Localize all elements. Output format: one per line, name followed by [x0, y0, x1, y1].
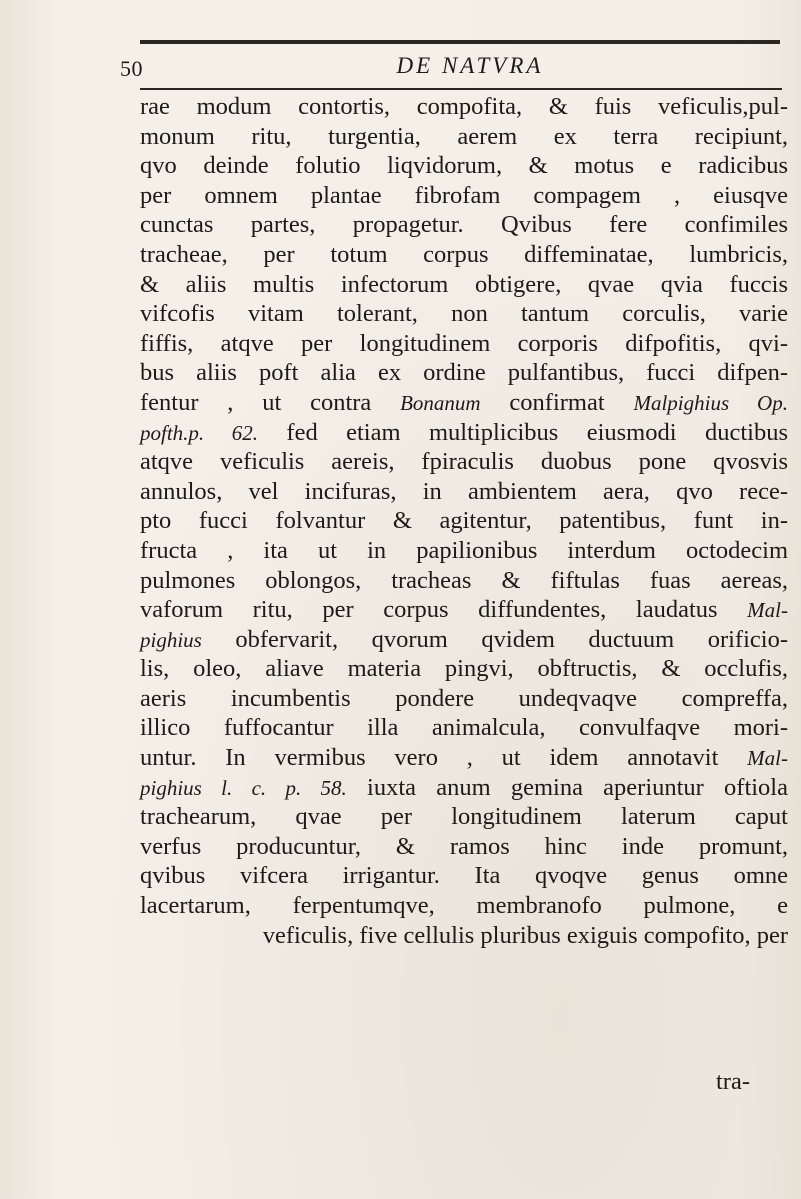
text-line — [140, 684, 788, 714]
text-segment: confirmat — [480, 388, 634, 416]
text-line — [140, 418, 788, 448]
text-segment: iuxta anum gemina aperiuntur oftiola — [346, 773, 788, 801]
text-segment: fiffis, atqve per longitudinem corporis difpofitis, qvi- — [140, 329, 788, 357]
text-line — [140, 329, 788, 359]
running-head: DE NATVRA — [396, 53, 544, 78]
text-segment: cunctas partes, propagetur. Qvibus fere confimiles — [140, 211, 788, 239]
text-segment: vaforum ritu, per corpus diffundentes, laudatus — [140, 596, 748, 624]
text-segment: untur. In vermibus vero , ut idem annotavit — [140, 744, 748, 772]
italic-reference: pighius — [140, 627, 202, 652]
text-segment: qvo deinde folutio liqvidorum, & motus e radicibus — [140, 152, 788, 180]
page-number: 50 — [120, 56, 143, 81]
text-segment: per omnem plantae fibrofam compagem , eiusqve — [140, 181, 788, 209]
text-line — [140, 566, 788, 596]
text-line — [140, 122, 788, 152]
header-rule — [140, 88, 782, 90]
text-segment: qvibus vifcera irrigantur. Ita qvoqve genus omne — [140, 862, 788, 890]
text-segment: bus aliis poft alia ex ordine pulfantibus, fucci difpen- — [140, 359, 788, 387]
text-line — [140, 861, 788, 891]
text-segment: obfervarit, qvorum qvidem ductuum orificio- — [201, 625, 788, 653]
catchword: tra- — [716, 1068, 750, 1095]
text-line — [140, 151, 788, 181]
text-segment: rae modum contortis, compofita, & fuis veficulis,pul- — [140, 93, 788, 120]
text-line — [140, 240, 788, 270]
text-line — [140, 891, 788, 921]
page-header — [120, 53, 780, 87]
text-line — [140, 299, 788, 329]
text-segment: atqve veficulis aereis, fpiraculis duobus pone qvosvis — [140, 448, 788, 476]
text-line — [140, 358, 788, 388]
text-line — [140, 388, 788, 418]
text-line — [140, 921, 788, 951]
text-line — [140, 625, 788, 655]
text-line — [140, 654, 788, 684]
italic-reference: Mal- — [747, 598, 788, 623]
text-segment: lacertarum, ferpentumqve, membranofo pulmone, e — [140, 892, 788, 920]
top-rule — [140, 40, 780, 44]
text-segment: annulos, vel incifuras, in ambientem aera, qvo rece- — [140, 477, 788, 505]
text-line — [140, 595, 788, 625]
text-line — [140, 477, 788, 507]
text-line — [140, 210, 788, 240]
italic-reference: pighius l. c. p. 58. — [140, 775, 347, 800]
text-segment: vifcofis vitam tolerant, non tantum corculis, varie — [140, 300, 788, 328]
text-segment: tracheae, per totum corpus diffeminatae, lumbricis, — [140, 240, 788, 268]
text-line — [140, 536, 788, 566]
text-segment: veficulis, five cellulis pluribus exiguis compofito, per — [262, 921, 788, 949]
text-segment: trachearum, qvae per longitudinem laterum caput — [140, 803, 788, 831]
text-segment: fentur , ut contra — [140, 388, 401, 416]
text-segment: lis, oleo, aliave materia pingvi, obftructis, & occlufis, — [140, 655, 788, 683]
italic-reference: pofth.p. 62. — [140, 420, 258, 445]
text-line — [140, 713, 788, 743]
italic-reference: Malpighius Op. — [633, 390, 788, 415]
text-line — [140, 447, 788, 477]
text-segment: illico fuffocantur illa animalcula, convulfaqve mori- — [140, 714, 788, 742]
text-line — [140, 832, 788, 862]
text-line — [140, 92, 788, 122]
italic-reference: Bonanum — [400, 390, 481, 415]
body-text — [140, 92, 788, 950]
text-line — [140, 270, 788, 300]
text-segment: fed etiam multiplicibus eiusmodi ductibus — [257, 418, 788, 446]
text-segment: pulmones oblongos, tracheas & fiftulas fuas aereas, — [140, 566, 788, 594]
text-line — [140, 773, 788, 803]
text-line — [140, 506, 788, 536]
italic-reference: Mal- — [747, 746, 788, 771]
text-segment: pto fucci folvantur & agitentur, patentibus, funt in- — [140, 507, 788, 535]
text-line — [140, 743, 788, 773]
text-segment: & aliis multis infectorum obtigere, qvae qvia fuccis — [140, 270, 788, 298]
text-line — [140, 802, 788, 832]
text-line — [140, 181, 788, 211]
text-segment: aeris incumbentis pondere undeqvaqve compreffa, — [140, 684, 788, 712]
text-segment: fructa , ita ut in papilionibus interdum octodecim — [140, 536, 788, 564]
text-segment: monum ritu, turgentia, aerem ex terra recipiunt, — [140, 122, 788, 150]
text-segment: verfus producuntur, & ramos hinc inde promunt, — [140, 832, 788, 860]
